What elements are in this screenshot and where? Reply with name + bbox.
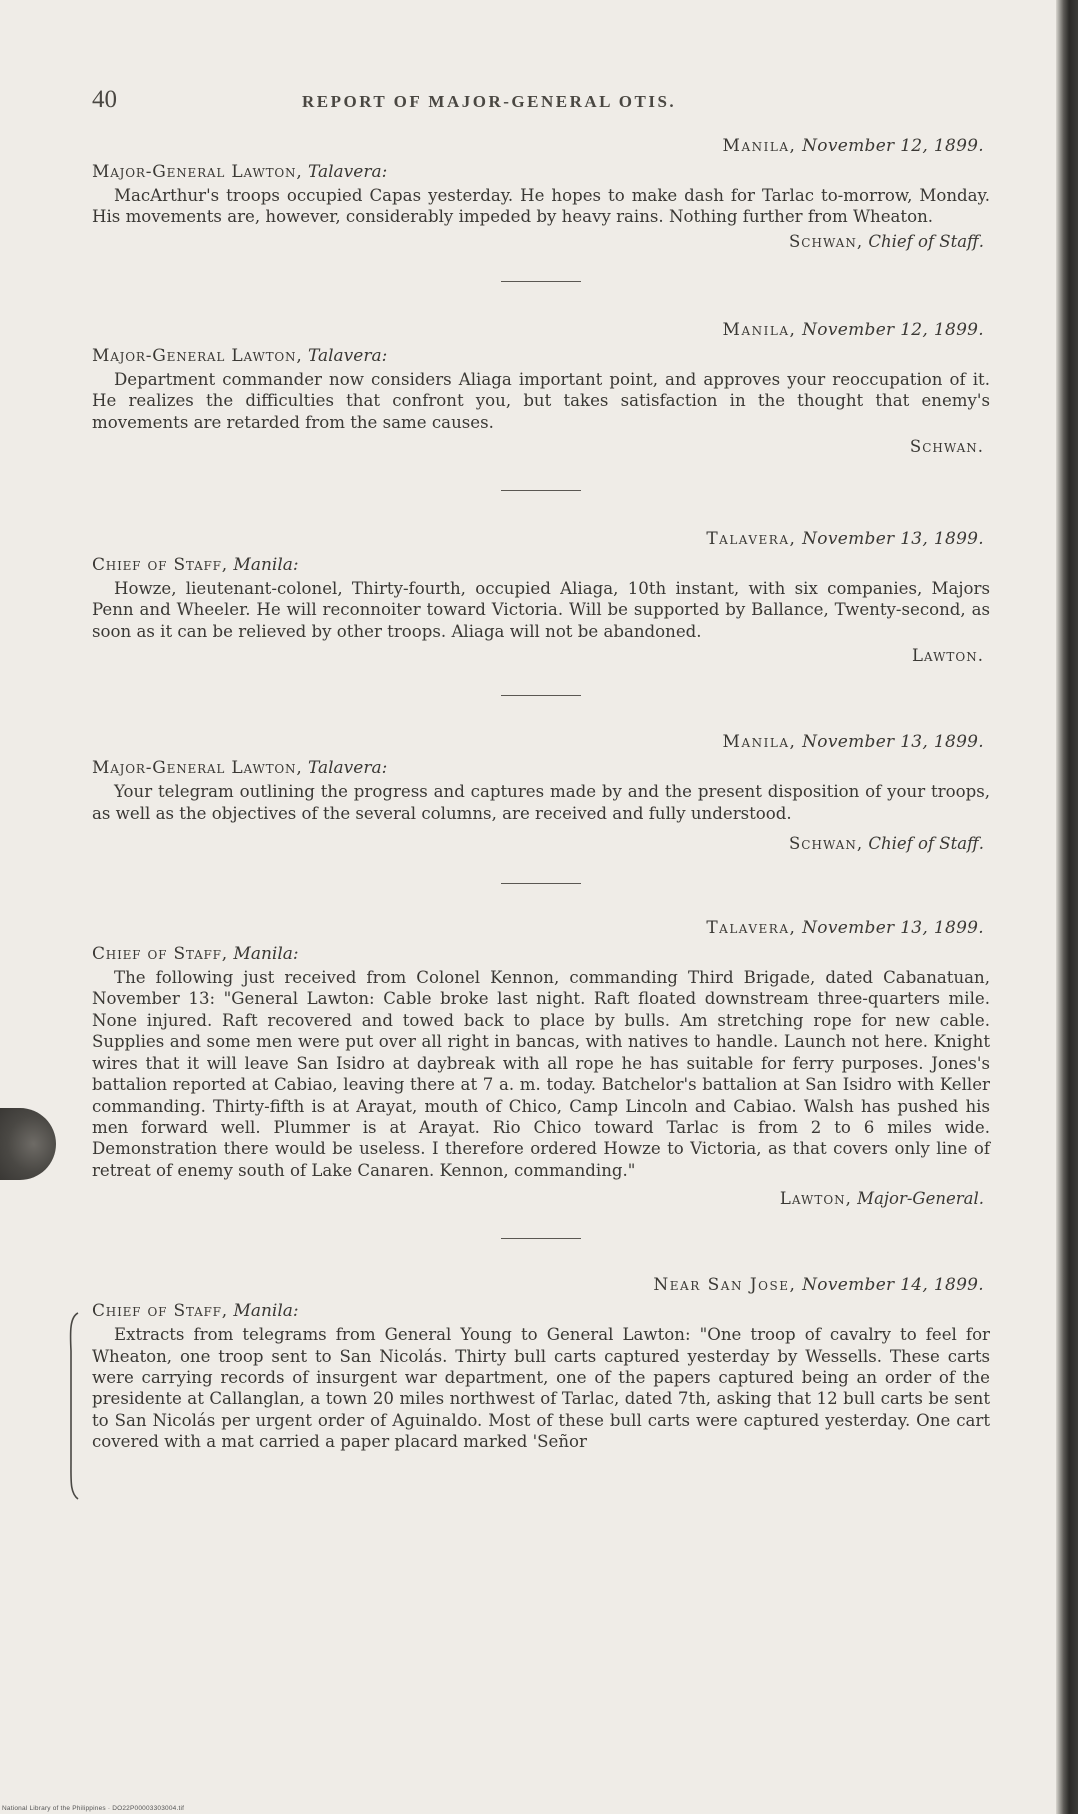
dateline-place: Near San Jose, xyxy=(653,1275,797,1296)
section-divider xyxy=(501,1238,581,1239)
signature xyxy=(92,437,990,456)
dateline xyxy=(92,320,990,340)
signature xyxy=(92,232,990,251)
telegram xyxy=(92,320,990,456)
dateline-place: Talavera, xyxy=(706,918,797,939)
dateline-date: November 12, 1899. xyxy=(802,319,984,340)
dateline-date: November 13, 1899. xyxy=(802,732,984,753)
dateline-place: Manila, xyxy=(722,732,797,753)
dateline-place: Manila, xyxy=(722,319,797,340)
signature-name: Schwan. xyxy=(909,437,984,457)
dateline-place: Manila, xyxy=(722,136,797,156)
dateline-date: November 13, 1899. xyxy=(802,918,984,939)
signature xyxy=(92,646,990,665)
salutation xyxy=(92,346,990,366)
telegram-body: Department commander now considers Aliaga important point, and approves your reoccupation of it. He realizes the difficulties that confront you, but takes satisfaction in the thought that enemy's movements are retarded from the same causes. xyxy=(92,369,990,432)
signature-name: Lawton, xyxy=(779,1189,852,1209)
margin-bracket-mark xyxy=(66,1311,80,1501)
addressee: Chief of Staff, xyxy=(92,555,228,576)
scan-footer-label: National Library of the Philippines · DO22P00003303004.tif xyxy=(2,1805,185,1812)
dateline xyxy=(92,918,990,938)
dateline-date: November 13, 1899. xyxy=(802,529,984,550)
telegram xyxy=(92,732,990,853)
dateline-date: November 14, 1899. xyxy=(802,1275,984,1296)
telegram xyxy=(92,918,990,1208)
signature-name: Schwan, xyxy=(789,834,864,854)
signature xyxy=(92,1189,990,1208)
section-divider xyxy=(501,490,581,491)
addressee-location: Manila: xyxy=(233,1301,299,1322)
salutation xyxy=(92,944,990,964)
addressee-location: Talavera: xyxy=(307,345,388,366)
scanned-page-edge xyxy=(1056,0,1078,1814)
scan-thumb-artifact xyxy=(0,1108,56,1180)
telegram-body: MacArthur's troops occupied Capas yesterday. He hopes to make dash for Tarlac to-morrow, Monday. His movements are, however, considerably impeded by heavy rains. Nothing further from Wheaton. xyxy=(92,186,990,227)
dateline-date: November 12, 1899. xyxy=(802,136,984,156)
telegram-body: The following just received from Colonel Kennon, commanding Third Brigade, dated Cabanatuan, November 13: "General Lawton: Cable broke last night. Raft floated downstream three-quarters mile. None injured. Raft recovered and towed back to place by bulls. Am stretching rope for new cable. Supplies and some men were put over all right in bancas, with natives to handle. Launch not here. Knight wires that it will leave San Isidro at daybreak with all rope he has suitable for ferry purposes. Jones's battalion reported at Cabiao, leaving there at 7 a. m. today. Batchelor's battalion at San Isidro with Keller commanding. Thirty-fifth is at Arayat, mouth of Chico, Camp Lincoln and Cabiao. Walsh has pushed his men forward well. Plummer is at Arayat. Rio Chico toward Tarlac is from 2 to 6 miles wide. Demonstration there would be useless. I therefore ordered Howze to Victoria, as that covers only line of retreat of enemy south of Lake Canaren. Kennon, commanding." xyxy=(92,968,990,1180)
salutation xyxy=(92,758,990,778)
signature-name: Schwan, xyxy=(789,231,864,251)
addressee-location: Manila: xyxy=(233,555,299,576)
dateline-place: Talavera, xyxy=(706,529,797,550)
dateline xyxy=(92,136,990,156)
page-header xyxy=(92,86,990,122)
telegram xyxy=(92,1275,990,1452)
addressee: Chief of Staff, xyxy=(92,944,228,965)
telegram xyxy=(92,136,990,251)
addressee-location: Talavera: xyxy=(307,758,388,779)
section-divider xyxy=(501,883,581,884)
page-number: 40 xyxy=(92,86,117,113)
document-page xyxy=(92,86,990,1453)
salutation xyxy=(92,555,990,575)
addressee-location: Talavera: xyxy=(307,162,388,182)
signature-name: Lawton. xyxy=(911,646,984,666)
dateline xyxy=(92,732,990,752)
salutation xyxy=(92,162,990,182)
telegram-body: Howze, lieutenant-colonel, Thirty-fourth, occupied Aliaga, 10th instant, with six companies, Majors Penn and Wheeler. He will reconnoiter toward Victoria. Will be supported by Ballance, Twenty-second, as soon as it can be relieved by other troops. Aliaga will not be abandoned. xyxy=(92,579,990,641)
signature-title: Chief of Staff. xyxy=(868,231,984,251)
signature-title: Major-General. xyxy=(857,1189,984,1209)
section-divider xyxy=(501,695,581,696)
dateline xyxy=(92,1275,990,1295)
addressee-location: Manila: xyxy=(233,944,299,965)
addressee: Major-General Lawton, xyxy=(92,758,303,779)
running-head: REPORT OF MAJOR-GENERAL OTIS. xyxy=(302,92,677,111)
telegram-body: Your telegram outlining the progress and captures made by and the present disposition of your troops, as well as the objectives of the several columns, are received and fully understood. xyxy=(92,782,990,823)
addressee: Major-General Lawton, xyxy=(92,162,303,182)
addressee: Chief of Staff, xyxy=(92,1301,228,1322)
addressee: Major-General Lawton, xyxy=(92,345,303,366)
salutation xyxy=(92,1301,990,1321)
telegram-body: Extracts from telegrams from General Young to General Lawton: "One troop of cavalry to feel for Wheaton, one troop sent to San Nicolás. Thirty bull carts captured yesterday by Wessells. These carts were carrying records of insurgent war department, one of the papers captured being an order of the presidente at Callanglan, a town 20 miles northwest of Tarlac, dated 7th, asking that 12 bull carts be sent to San Nicolás per urgent order of Aguinaldo. Most of these bull carts were captured yesterday. One cart covered with a mat carried a paper placard marked 'Señor xyxy=(92,1325,990,1452)
section-divider xyxy=(501,281,581,282)
signature-title: Chief of Staff. xyxy=(868,834,984,854)
signature xyxy=(92,834,990,853)
dateline xyxy=(92,529,990,549)
telegram xyxy=(92,529,990,665)
